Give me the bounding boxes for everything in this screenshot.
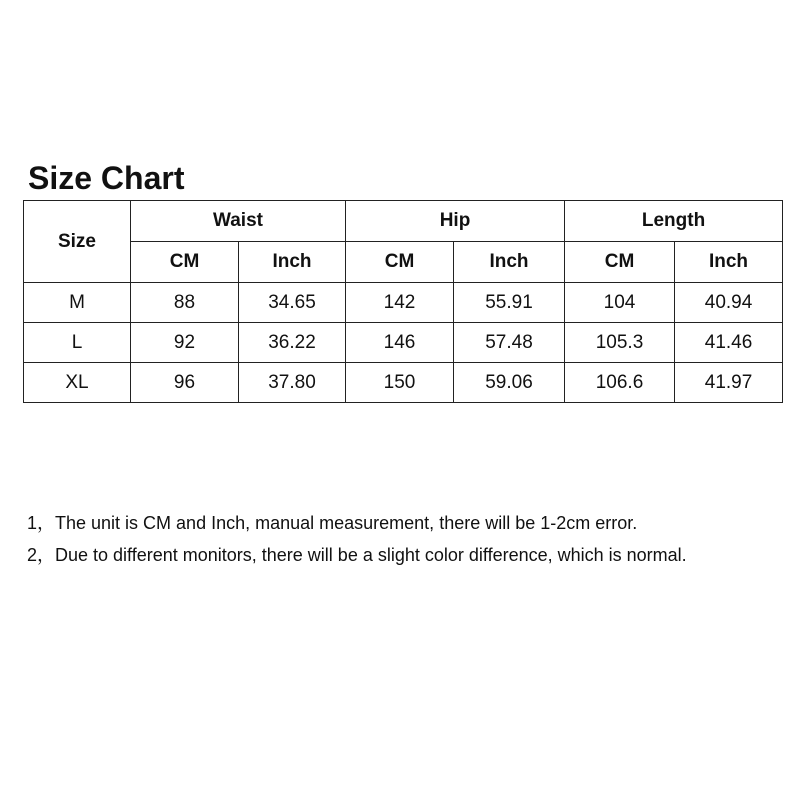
value-cell: 88 <box>131 283 239 323</box>
table-row <box>24 363 783 403</box>
waist-group-header: Waist <box>131 201 346 242</box>
hip-group-header: Hip <box>346 201 565 242</box>
note-measurement: 1，The unit is CM and Inch, manual measurement, there will be 1-2cm error. <box>27 513 638 533</box>
length-group-header: Length <box>565 201 783 242</box>
size-cell: XL <box>24 363 131 403</box>
table-row <box>24 323 783 363</box>
value-cell: 96 <box>131 363 239 403</box>
value-cell: 34.65 <box>239 283 346 323</box>
value-cell: 105.3 <box>565 323 675 363</box>
table-row <box>24 283 783 323</box>
size-column-header: Size <box>24 201 131 283</box>
unit-header: CM <box>131 242 239 283</box>
notes-section <box>27 507 687 571</box>
value-cell: 150 <box>346 363 454 403</box>
value-cell: 37.80 <box>239 363 346 403</box>
size-cell: M <box>24 283 131 323</box>
unit-header-row <box>24 242 783 283</box>
value-cell: 41.97 <box>675 363 783 403</box>
value-cell: 106.6 <box>565 363 675 403</box>
value-cell: 92 <box>131 323 239 363</box>
size-cell: L <box>24 323 131 363</box>
size-chart-table <box>23 200 783 403</box>
unit-header: Inch <box>239 242 346 283</box>
value-cell: 142 <box>346 283 454 323</box>
note-color: 2，Due to different monitors, there will be a slight color difference, which is normal. <box>27 545 687 565</box>
page-title: Size Chart <box>28 160 185 196</box>
value-cell: 57.48 <box>454 323 565 363</box>
unit-header: CM <box>346 242 454 283</box>
value-cell: 146 <box>346 323 454 363</box>
value-cell: 36.22 <box>239 323 346 363</box>
value-cell: 104 <box>565 283 675 323</box>
value-cell: 41.46 <box>675 323 783 363</box>
unit-header: CM <box>565 242 675 283</box>
value-cell: 55.91 <box>454 283 565 323</box>
group-header-row <box>24 201 783 242</box>
value-cell: 40.94 <box>675 283 783 323</box>
value-cell: 59.06 <box>454 363 565 403</box>
unit-header: Inch <box>454 242 565 283</box>
unit-header: Inch <box>675 242 783 283</box>
